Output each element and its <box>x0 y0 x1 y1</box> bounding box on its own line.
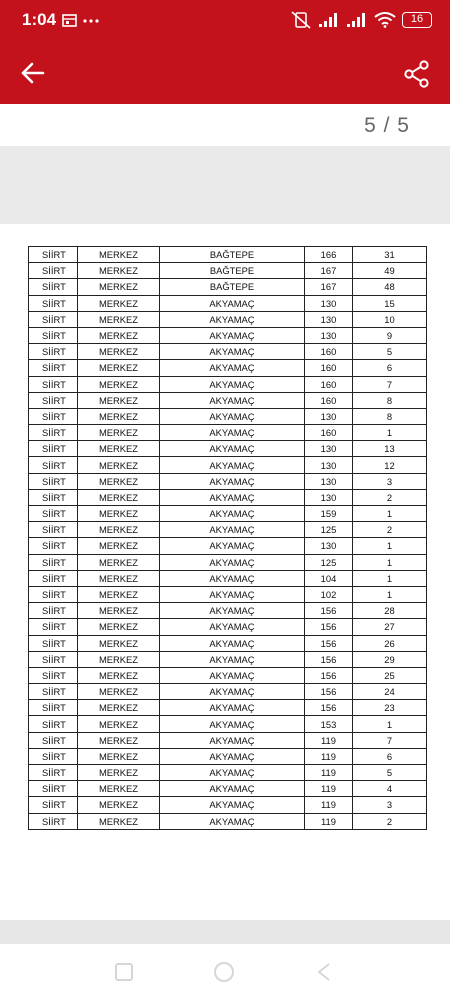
table-row <box>29 813 427 829</box>
ada-cell: 166 <box>305 247 353 263</box>
calendar-icon <box>63 15 76 26</box>
parsel-cell: 15 <box>353 295 427 311</box>
parsel-cell: 29 <box>353 651 427 667</box>
ada-cell: 159 <box>305 506 353 522</box>
table-row <box>29 797 427 813</box>
ilce-cell: MERKEZ <box>78 603 160 619</box>
ada-cell: 119 <box>305 813 353 829</box>
parsel-cell: 1 <box>353 506 427 522</box>
il-cell: SİİRT <box>29 813 78 829</box>
ada-cell: 119 <box>305 781 353 797</box>
back-button[interactable] <box>18 58 48 88</box>
table-row <box>29 716 427 732</box>
parsel-cell: 9 <box>353 327 427 343</box>
ilce-cell: MERKEZ <box>78 522 160 538</box>
ada-cell: 119 <box>305 765 353 781</box>
parsel-cell: 6 <box>353 360 427 376</box>
ada-cell: 119 <box>305 748 353 764</box>
mahalle-cell: AKYAMAÇ <box>160 344 305 360</box>
il-cell: SİİRT <box>29 425 78 441</box>
table-row <box>29 781 427 797</box>
il-cell: SİİRT <box>29 603 78 619</box>
back-nav-button[interactable] <box>312 960 336 984</box>
table-row <box>29 311 427 327</box>
table-row <box>29 667 427 683</box>
il-cell: SİİRT <box>29 667 78 683</box>
ilce-cell: MERKEZ <box>78 748 160 764</box>
table-row <box>29 538 427 554</box>
table-row <box>29 279 427 295</box>
il-cell: SİİRT <box>29 570 78 586</box>
ilce-cell: MERKEZ <box>78 489 160 505</box>
navigation-bar <box>0 944 450 1000</box>
mahalle-cell: AKYAMAÇ <box>160 586 305 602</box>
vibrate-off-icon <box>290 10 312 30</box>
parsel-cell: 7 <box>353 376 427 392</box>
il-cell: SİİRT <box>29 360 78 376</box>
mahalle-cell: AKYAMAÇ <box>160 603 305 619</box>
ilce-cell: MERKEZ <box>78 554 160 570</box>
parsel-cell: 1 <box>353 425 427 441</box>
mahalle-cell: AKYAMAÇ <box>160 797 305 813</box>
table-row <box>29 247 427 263</box>
parsel-cell: 8 <box>353 408 427 424</box>
ilce-cell: MERKEZ <box>78 797 160 813</box>
mahalle-cell: AKYAMAÇ <box>160 667 305 683</box>
ilce-cell: MERKEZ <box>78 441 160 457</box>
ada-cell: 160 <box>305 360 353 376</box>
ada-cell: 130 <box>305 311 353 327</box>
mahalle-cell: AKYAMAÇ <box>160 295 305 311</box>
table-row <box>29 425 427 441</box>
table-row <box>29 473 427 489</box>
table-row <box>29 684 427 700</box>
ilce-cell: MERKEZ <box>78 263 160 279</box>
ilce-cell: MERKEZ <box>78 635 160 651</box>
table-row <box>29 554 427 570</box>
il-cell: SİİRT <box>29 247 78 263</box>
ilce-cell: MERKEZ <box>78 570 160 586</box>
ada-cell: 156 <box>305 684 353 700</box>
mahalle-cell: AKYAMAÇ <box>160 522 305 538</box>
il-cell: SİİRT <box>29 538 78 554</box>
ilce-cell: MERKEZ <box>78 716 160 732</box>
mahalle-cell: AKYAMAÇ <box>160 392 305 408</box>
ilce-cell: MERKEZ <box>78 619 160 635</box>
app-bar <box>0 42 450 104</box>
ilce-cell: MERKEZ <box>78 247 160 263</box>
ada-cell: 125 <box>305 554 353 570</box>
share-button[interactable] <box>402 59 432 89</box>
parsel-cell: 5 <box>353 765 427 781</box>
ada-cell: 156 <box>305 635 353 651</box>
table-row <box>29 651 427 667</box>
document-page[interactable] <box>0 224 450 920</box>
ilce-cell: MERKEZ <box>78 700 160 716</box>
recents-button[interactable] <box>112 960 136 984</box>
il-cell: SİİRT <box>29 651 78 667</box>
mahalle-cell: AKYAMAÇ <box>160 473 305 489</box>
ada-cell: 167 <box>305 263 353 279</box>
ada-cell: 130 <box>305 408 353 424</box>
table-row <box>29 732 427 748</box>
ada-cell: 160 <box>305 425 353 441</box>
ada-cell: 156 <box>305 667 353 683</box>
ilce-cell: MERKEZ <box>78 344 160 360</box>
mahalle-cell: AKYAMAÇ <box>160 570 305 586</box>
status-bar <box>0 0 450 42</box>
parsel-cell: 27 <box>353 619 427 635</box>
mahalle-cell: AKYAMAÇ <box>160 781 305 797</box>
ada-cell: 160 <box>305 392 353 408</box>
table-row <box>29 344 427 360</box>
ada-cell: 130 <box>305 473 353 489</box>
viewer-background <box>0 146 450 224</box>
mahalle-cell: AKYAMAÇ <box>160 813 305 829</box>
parsel-cell: 1 <box>353 716 427 732</box>
home-button[interactable] <box>212 960 236 984</box>
il-cell: SİİRT <box>29 797 78 813</box>
table-row <box>29 570 427 586</box>
parsel-cell: 3 <box>353 797 427 813</box>
parsel-cell: 49 <box>353 263 427 279</box>
il-cell: SİİRT <box>29 732 78 748</box>
table-row <box>29 748 427 764</box>
mahalle-cell: BAĞTEPE <box>160 247 305 263</box>
il-cell: SİİRT <box>29 635 78 651</box>
parsel-cell: 1 <box>353 554 427 570</box>
mahalle-cell: BAĞTEPE <box>160 279 305 295</box>
ilce-cell: MERKEZ <box>78 327 160 343</box>
mahalle-cell: AKYAMAÇ <box>160 408 305 424</box>
ada-cell: 153 <box>305 716 353 732</box>
back-icon <box>312 960 336 984</box>
parsel-cell: 12 <box>353 457 427 473</box>
ada-cell: 104 <box>305 570 353 586</box>
ilce-cell: MERKEZ <box>78 392 160 408</box>
mahalle-cell: AKYAMAÇ <box>160 441 305 457</box>
il-cell: SİİRT <box>29 344 78 360</box>
ilce-cell: MERKEZ <box>78 667 160 683</box>
status-right-icons <box>290 10 432 30</box>
parsel-cell: 10 <box>353 311 427 327</box>
il-cell: SİİRT <box>29 489 78 505</box>
ilce-cell: MERKEZ <box>78 425 160 441</box>
parsel-cell: 1 <box>353 586 427 602</box>
mahalle-cell: AKYAMAÇ <box>160 765 305 781</box>
mahalle-cell: AKYAMAÇ <box>160 311 305 327</box>
ada-cell: 156 <box>305 619 353 635</box>
il-cell: SİİRT <box>29 263 78 279</box>
ada-cell: 119 <box>305 797 353 813</box>
parsel-cell: 8 <box>353 392 427 408</box>
il-cell: SİİRT <box>29 554 78 570</box>
status-left-icons <box>62 12 102 35</box>
parsel-cell: 28 <box>353 603 427 619</box>
table-row <box>29 295 427 311</box>
ada-cell: 156 <box>305 700 353 716</box>
ilce-cell: MERKEZ <box>78 651 160 667</box>
mahalle-cell: AKYAMAÇ <box>160 732 305 748</box>
il-cell: SİİRT <box>29 311 78 327</box>
table-row <box>29 441 427 457</box>
ilce-cell: MERKEZ <box>78 457 160 473</box>
table-row <box>29 263 427 279</box>
ada-cell: 160 <box>305 344 353 360</box>
wifi-icon <box>374 12 396 28</box>
mahalle-cell: AKYAMAÇ <box>160 748 305 764</box>
ilce-cell: MERKEZ <box>78 538 160 554</box>
table-row <box>29 506 427 522</box>
mahalle-cell: AKYAMAÇ <box>160 425 305 441</box>
il-cell: SİİRT <box>29 684 78 700</box>
table-row <box>29 619 427 635</box>
recents-icon <box>112 960 136 984</box>
ada-cell: 102 <box>305 586 353 602</box>
more-dots-icon <box>83 19 98 22</box>
parsel-cell: 5 <box>353 344 427 360</box>
page-indicator-bar <box>0 104 450 146</box>
home-icon <box>212 960 236 984</box>
table-row <box>29 635 427 651</box>
table-row <box>29 360 427 376</box>
ilce-cell: MERKEZ <box>78 684 160 700</box>
viewer-background-bottom <box>0 920 450 944</box>
parsel-cell: 1 <box>353 538 427 554</box>
table-row <box>29 522 427 538</box>
page-indicator: 5 / 5 <box>364 114 410 137</box>
table-row <box>29 457 427 473</box>
parsel-cell: 48 <box>353 279 427 295</box>
il-cell: SİİRT <box>29 441 78 457</box>
mahalle-cell: AKYAMAÇ <box>160 327 305 343</box>
mahalle-cell: AKYAMAÇ <box>160 360 305 376</box>
ada-cell: 125 <box>305 522 353 538</box>
il-cell: SİİRT <box>29 781 78 797</box>
ilce-cell: MERKEZ <box>78 473 160 489</box>
il-cell: SİİRT <box>29 716 78 732</box>
ada-cell: 160 <box>305 376 353 392</box>
parsel-cell: 25 <box>353 667 427 683</box>
il-cell: SİİRT <box>29 748 78 764</box>
data-table <box>28 246 427 830</box>
ada-cell: 156 <box>305 603 353 619</box>
il-cell: SİİRT <box>29 279 78 295</box>
ilce-cell: MERKEZ <box>78 311 160 327</box>
ada-cell: 167 <box>305 279 353 295</box>
ada-cell: 130 <box>305 295 353 311</box>
ilce-cell: MERKEZ <box>78 506 160 522</box>
share-icon <box>402 59 432 89</box>
ilce-cell: MERKEZ <box>78 586 160 602</box>
il-cell: SİİRT <box>29 619 78 635</box>
ilce-cell: MERKEZ <box>78 295 160 311</box>
ada-cell: 130 <box>305 538 353 554</box>
parsel-cell: 4 <box>353 781 427 797</box>
table-row <box>29 327 427 343</box>
ada-cell: 130 <box>305 489 353 505</box>
mahalle-cell: AKYAMAÇ <box>160 376 305 392</box>
ada-cell: 130 <box>305 327 353 343</box>
il-cell: SİİRT <box>29 700 78 716</box>
il-cell: SİİRT <box>29 376 78 392</box>
il-cell: SİİRT <box>29 506 78 522</box>
signal-icon <box>346 12 368 28</box>
ada-cell: 130 <box>305 457 353 473</box>
ada-cell: 156 <box>305 651 353 667</box>
ilce-cell: MERKEZ <box>78 781 160 797</box>
parsel-cell: 26 <box>353 635 427 651</box>
ada-cell: 130 <box>305 441 353 457</box>
mahalle-cell: AKYAMAÇ <box>160 635 305 651</box>
il-cell: SİİRT <box>29 522 78 538</box>
table-row <box>29 700 427 716</box>
table-row <box>29 603 427 619</box>
parsel-cell: 23 <box>353 700 427 716</box>
parsel-cell: 1 <box>353 570 427 586</box>
parsel-cell: 24 <box>353 684 427 700</box>
ilce-cell: MERKEZ <box>78 376 160 392</box>
parsel-cell: 31 <box>353 247 427 263</box>
ilce-cell: MERKEZ <box>78 360 160 376</box>
ada-cell: 119 <box>305 732 353 748</box>
ilce-cell: MERKEZ <box>78 765 160 781</box>
il-cell: SİİRT <box>29 408 78 424</box>
il-cell: SİİRT <box>29 586 78 602</box>
parsel-cell: 2 <box>353 489 427 505</box>
signal-icon <box>318 12 340 28</box>
table-row <box>29 392 427 408</box>
table-row <box>29 376 427 392</box>
il-cell: SİİRT <box>29 457 78 473</box>
il-cell: SİİRT <box>29 295 78 311</box>
il-cell: SİİRT <box>29 765 78 781</box>
mahalle-cell: BAĞTEPE <box>160 263 305 279</box>
mahalle-cell: AKYAMAÇ <box>160 651 305 667</box>
parsel-cell: 7 <box>353 732 427 748</box>
ilce-cell: MERKEZ <box>78 408 160 424</box>
mahalle-cell: AKYAMAÇ <box>160 554 305 570</box>
parsel-cell: 3 <box>353 473 427 489</box>
il-cell: SİİRT <box>29 392 78 408</box>
parsel-cell: 6 <box>353 748 427 764</box>
mahalle-cell: AKYAMAÇ <box>160 716 305 732</box>
il-cell: SİİRT <box>29 473 78 489</box>
parsel-cell: 13 <box>353 441 427 457</box>
table-row <box>29 765 427 781</box>
mahalle-cell: AKYAMAÇ <box>160 489 305 505</box>
mahalle-cell: AKYAMAÇ <box>160 538 305 554</box>
mahalle-cell: AKYAMAÇ <box>160 700 305 716</box>
table-row <box>29 408 427 424</box>
ilce-cell: MERKEZ <box>78 279 160 295</box>
battery-level: 16 <box>410 13 424 25</box>
table-row <box>29 586 427 602</box>
back-arrow-icon <box>18 58 48 88</box>
mahalle-cell: AKYAMAÇ <box>160 684 305 700</box>
il-cell: SİİRT <box>29 327 78 343</box>
battery-indicator <box>402 12 432 28</box>
ilce-cell: MERKEZ <box>78 732 160 748</box>
table-body <box>29 247 427 830</box>
table-row <box>29 489 427 505</box>
mahalle-cell: AKYAMAÇ <box>160 457 305 473</box>
mahalle-cell: AKYAMAÇ <box>160 619 305 635</box>
mahalle-cell: AKYAMAÇ <box>160 506 305 522</box>
parsel-cell: 2 <box>353 813 427 829</box>
parsel-cell: 2 <box>353 522 427 538</box>
status-time: 1:04 <box>22 10 57 29</box>
ilce-cell: MERKEZ <box>78 813 160 829</box>
